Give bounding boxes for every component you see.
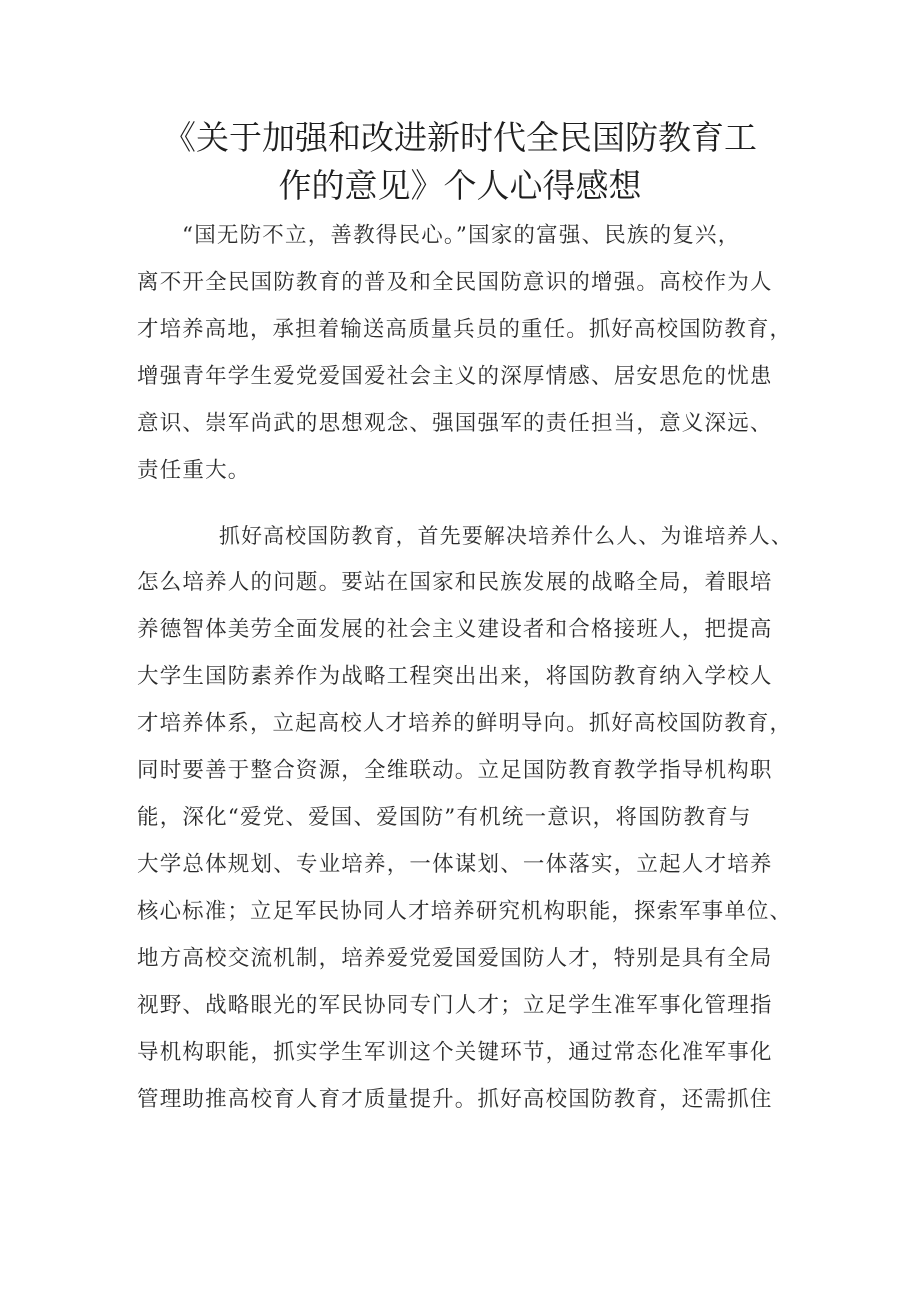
paragraph-1-line-3: 才培养高地，承担着输送高质量兵员的重任。抓好高校国防教育，	[137, 317, 793, 342]
paragraph-2-line-5: 才培养体系，立起高校人才培养的鲜明导向。抓好高校国防教育，	[137, 711, 793, 736]
document-title-line-1: 《关于加强和改进新时代全民国防教育工	[163, 118, 757, 157]
paragraph-1-line-1: “国无防不立，善教得民心。”国家的富强、民族的复兴，	[182, 223, 741, 248]
paragraph-1-line-2: 离不开全民国防教育的普及和全民国防意识的增强。高校作为人	[137, 270, 773, 295]
paragraph-2-line-12: 导机构职能，抓实学生军训这个关键环节，通过常态化准军事化	[137, 1040, 773, 1065]
paragraph-2-line-8: 大学总体规划、专业培养，一体谋划、一体落实，立起人才培养	[137, 852, 773, 877]
document-title-line-2: 作的意见》个人心得感想	[278, 166, 642, 205]
paragraph-2-line-9: 核心标准；立足军民协同人才培养研究机构职能，探索军事单位、	[137, 899, 793, 924]
paragraph-1-line-5: 意识、崇军尚武的思想观念、强国强军的责任担当，意义深远、	[137, 411, 773, 436]
paragraph-2-line-1: 抓好高校国防教育，首先要解决培养什么人、为谁培养人、	[219, 524, 793, 548]
paragraph-2-line-6: 同时要善于整合资源，全维联动。立足国防教育教学指导机构职	[137, 758, 773, 783]
paragraph-1-line-6: 责任重大。	[137, 458, 251, 483]
paragraph-2-line-10: 地方高校交流机制，培养爱党爱国爱国防人才，特别是具有全局	[137, 946, 773, 971]
paragraph-2-line-13: 管理助推高校育人育才质量提升。抓好高校国防教育，还需抓住	[137, 1087, 773, 1112]
paragraph-2-line-2: 怎么培养人的问题。要站在国家和民族发展的战略全局，着眼培	[137, 570, 773, 595]
paragraph-2-line-3: 养德智体美劳全面发展的社会主义建设者和合格接班人，把提高	[137, 617, 773, 642]
paragraph-2-line-4: 大学生国防素养作为战略工程突出出来，将国防教育纳入学校人	[137, 664, 773, 689]
paragraph-1-line-4: 增强青年学生爱党爱国爱社会主义的深厚情感、居安思危的忧患	[137, 364, 773, 389]
paragraph-2-line-11: 视野、战略眼光的军民协同专门人才；立足学生准军事化管理指	[137, 993, 773, 1018]
paragraph-2-line-7: 能，深化“爱党、爱国、爱国防”有机统一意识，将国防教育与	[137, 805, 752, 830]
